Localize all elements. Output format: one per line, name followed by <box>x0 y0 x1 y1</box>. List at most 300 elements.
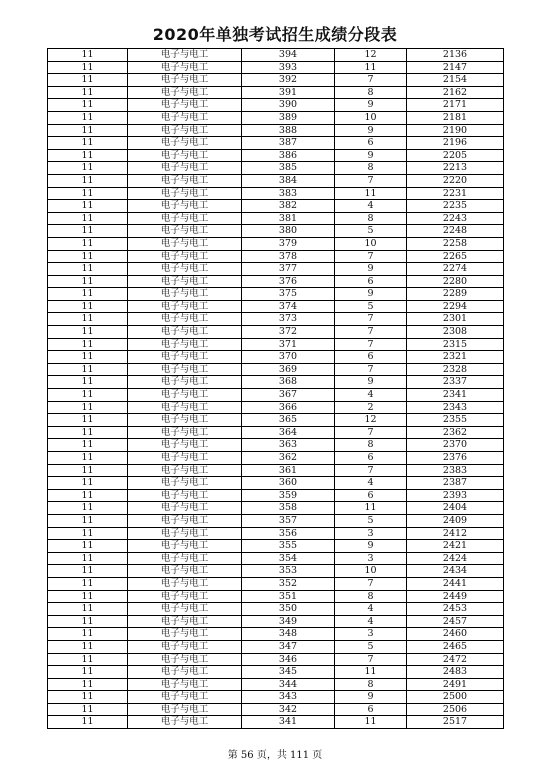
score-cell: 356 <box>242 527 335 540</box>
count-cell: 8 <box>335 212 407 225</box>
score-cell: 354 <box>242 552 335 565</box>
score-cell: 393 <box>242 61 335 74</box>
cumulative-count-cell: 2265 <box>407 250 504 263</box>
table-row <box>48 149 504 162</box>
cumulative-count-cell: 2154 <box>407 74 504 87</box>
score-cell: 361 <box>242 464 335 477</box>
score-cell: 375 <box>242 288 335 301</box>
major-name-cell: 电子与电工 <box>128 338 242 351</box>
major-name-cell: 电子与电工 <box>128 49 242 62</box>
cumulative-count-cell: 2412 <box>407 527 504 540</box>
cumulative-count-cell: 2355 <box>407 414 504 427</box>
count-cell: 10 <box>335 237 407 250</box>
count-cell: 9 <box>335 376 407 389</box>
major-name-cell: 电子与电工 <box>128 691 242 704</box>
table-row <box>48 401 504 414</box>
table-row <box>48 678 504 691</box>
major-name-cell: 电子与电工 <box>128 414 242 427</box>
table-row <box>48 137 504 150</box>
score-cell: 353 <box>242 565 335 578</box>
page-footer: 第 56 页，共 111 页 <box>227 750 323 761</box>
table-row <box>48 351 504 364</box>
category-code-cell: 11 <box>48 187 128 200</box>
count-cell: 6 <box>335 489 407 502</box>
major-name-cell: 电子与电工 <box>128 653 242 666</box>
major-name-cell: 电子与电工 <box>128 162 242 175</box>
table-row <box>48 174 504 187</box>
category-code-cell: 11 <box>48 552 128 565</box>
cumulative-count-cell: 2376 <box>407 452 504 465</box>
count-cell: 6 <box>335 275 407 288</box>
cumulative-count-cell: 2483 <box>407 666 504 679</box>
count-cell: 7 <box>335 653 407 666</box>
cumulative-count-cell: 2343 <box>407 401 504 414</box>
category-code-cell: 11 <box>48 603 128 616</box>
category-code-cell: 11 <box>48 351 128 364</box>
count-cell: 8 <box>335 162 407 175</box>
count-cell: 7 <box>335 338 407 351</box>
score-cell: 350 <box>242 603 335 616</box>
count-cell: 7 <box>335 174 407 187</box>
major-name-cell: 电子与电工 <box>128 212 242 225</box>
table-row <box>48 187 504 200</box>
count-cell: 10 <box>335 111 407 124</box>
cumulative-count-cell: 2341 <box>407 389 504 402</box>
count-cell: 5 <box>335 514 407 527</box>
major-name-cell: 电子与电工 <box>128 615 242 628</box>
cumulative-count-cell: 2315 <box>407 338 504 351</box>
count-cell: 9 <box>335 99 407 112</box>
score-cell: 385 <box>242 162 335 175</box>
cumulative-count-cell: 2362 <box>407 426 504 439</box>
major-name-cell: 电子与电工 <box>128 225 242 238</box>
score-cell: 352 <box>242 577 335 590</box>
table-row <box>48 288 504 301</box>
table-row <box>48 86 504 99</box>
cumulative-count-cell: 2294 <box>407 300 504 313</box>
major-name-cell: 电子与电工 <box>128 640 242 653</box>
category-code-cell: 11 <box>48 691 128 704</box>
category-code-cell: 11 <box>48 263 128 276</box>
major-name-cell: 电子与电工 <box>128 137 242 150</box>
score-cell: 384 <box>242 174 335 187</box>
table-row <box>48 300 504 313</box>
table-row <box>48 464 504 477</box>
category-code-cell: 11 <box>48 313 128 326</box>
table-row <box>48 552 504 565</box>
category-code-cell: 11 <box>48 565 128 578</box>
count-cell: 10 <box>335 565 407 578</box>
score-cell: 377 <box>242 263 335 276</box>
score-cell: 357 <box>242 514 335 527</box>
table-row <box>48 716 504 729</box>
count-cell: 12 <box>335 49 407 62</box>
cumulative-count-cell: 2457 <box>407 615 504 628</box>
table-row <box>48 540 504 553</box>
category-code-cell: 11 <box>48 414 128 427</box>
count-cell: 9 <box>335 540 407 553</box>
major-name-cell: 电子与电工 <box>128 401 242 414</box>
score-cell: 355 <box>242 540 335 553</box>
major-name-cell: 电子与电工 <box>128 288 242 301</box>
major-name-cell: 电子与电工 <box>128 540 242 553</box>
major-name-cell: 电子与电工 <box>128 263 242 276</box>
count-cell: 4 <box>335 200 407 213</box>
cumulative-count-cell: 2328 <box>407 363 504 376</box>
count-cell: 3 <box>335 628 407 641</box>
score-cell: 360 <box>242 477 335 490</box>
cumulative-count-cell: 2220 <box>407 174 504 187</box>
major-name-cell: 电子与电工 <box>128 237 242 250</box>
cumulative-count-cell: 2213 <box>407 162 504 175</box>
count-cell: 7 <box>335 74 407 87</box>
table-row <box>48 452 504 465</box>
table-row <box>48 313 504 326</box>
cumulative-count-cell: 2205 <box>407 149 504 162</box>
category-code-cell: 11 <box>48 628 128 641</box>
category-code-cell: 11 <box>48 111 128 124</box>
score-cell: 348 <box>242 628 335 641</box>
cumulative-count-cell: 2181 <box>407 111 504 124</box>
score-cell: 391 <box>242 86 335 99</box>
table-row <box>48 338 504 351</box>
count-cell: 7 <box>335 326 407 339</box>
score-cell: 368 <box>242 376 335 389</box>
major-name-cell: 电子与电工 <box>128 628 242 641</box>
cumulative-count-cell: 2465 <box>407 640 504 653</box>
major-name-cell: 电子与电工 <box>128 527 242 540</box>
table-row <box>48 49 504 62</box>
table-row <box>48 414 504 427</box>
count-cell: 8 <box>335 86 407 99</box>
category-code-cell: 11 <box>48 452 128 465</box>
major-name-cell: 电子与电工 <box>128 200 242 213</box>
category-code-cell: 11 <box>48 653 128 666</box>
count-cell: 6 <box>335 452 407 465</box>
major-name-cell: 电子与电工 <box>128 577 242 590</box>
category-code-cell: 11 <box>48 577 128 590</box>
cumulative-count-cell: 2434 <box>407 565 504 578</box>
cumulative-count-cell: 2370 <box>407 439 504 452</box>
table-row <box>48 74 504 87</box>
score-cell: 374 <box>242 300 335 313</box>
major-name-cell: 电子与电工 <box>128 703 242 716</box>
cumulative-count-cell: 2460 <box>407 628 504 641</box>
table-row <box>48 162 504 175</box>
category-code-cell: 11 <box>48 615 128 628</box>
table-row <box>48 237 504 250</box>
score-cell: 342 <box>242 703 335 716</box>
count-cell: 12 <box>335 414 407 427</box>
table-row <box>48 61 504 74</box>
table-row <box>48 477 504 490</box>
major-name-cell: 电子与电工 <box>128 452 242 465</box>
score-cell: 382 <box>242 200 335 213</box>
category-code-cell: 11 <box>48 640 128 653</box>
count-cell: 2 <box>335 401 407 414</box>
category-code-cell: 11 <box>48 300 128 313</box>
score-cell: 364 <box>242 426 335 439</box>
cumulative-count-cell: 2301 <box>407 313 504 326</box>
category-code-cell: 11 <box>48 464 128 477</box>
count-cell: 8 <box>335 439 407 452</box>
cumulative-count-cell: 2404 <box>407 502 504 515</box>
cumulative-count-cell: 2453 <box>407 603 504 616</box>
category-code-cell: 11 <box>48 716 128 729</box>
score-cell: 380 <box>242 225 335 238</box>
count-cell: 9 <box>335 149 407 162</box>
table-row <box>48 225 504 238</box>
major-name-cell: 电子与电工 <box>128 376 242 389</box>
score-cell: 372 <box>242 326 335 339</box>
score-cell: 371 <box>242 338 335 351</box>
cumulative-count-cell: 2491 <box>407 678 504 691</box>
score-cell: 381 <box>242 212 335 225</box>
table-row <box>48 565 504 578</box>
category-code-cell: 11 <box>48 237 128 250</box>
cumulative-count-cell: 2235 <box>407 200 504 213</box>
count-cell: 8 <box>335 678 407 691</box>
table-row <box>48 439 504 452</box>
major-name-cell: 电子与电工 <box>128 275 242 288</box>
category-code-cell: 11 <box>48 338 128 351</box>
major-name-cell: 电子与电工 <box>128 477 242 490</box>
major-name-cell: 电子与电工 <box>128 590 242 603</box>
category-code-cell: 11 <box>48 363 128 376</box>
table-row <box>48 275 504 288</box>
score-cell: 388 <box>242 124 335 137</box>
table-row <box>48 389 504 402</box>
score-cell: 394 <box>242 49 335 62</box>
count-cell: 11 <box>335 187 407 200</box>
count-cell: 4 <box>335 615 407 628</box>
cumulative-count-cell: 2274 <box>407 263 504 276</box>
category-code-cell: 11 <box>48 540 128 553</box>
category-code-cell: 11 <box>48 225 128 238</box>
major-name-cell: 电子与电工 <box>128 464 242 477</box>
count-cell: 5 <box>335 640 407 653</box>
major-name-cell: 电子与电工 <box>128 565 242 578</box>
cumulative-count-cell: 2337 <box>407 376 504 389</box>
major-name-cell: 电子与电工 <box>128 174 242 187</box>
score-cell: 345 <box>242 666 335 679</box>
category-code-cell: 11 <box>48 61 128 74</box>
category-code-cell: 11 <box>48 401 128 414</box>
count-cell: 8 <box>335 590 407 603</box>
table-row <box>48 376 504 389</box>
score-cell: 346 <box>242 653 335 666</box>
category-code-cell: 11 <box>48 124 128 137</box>
score-cell: 367 <box>242 389 335 402</box>
count-cell: 4 <box>335 389 407 402</box>
category-code-cell: 11 <box>48 502 128 515</box>
cumulative-count-cell: 2472 <box>407 653 504 666</box>
count-cell: 7 <box>335 363 407 376</box>
score-cell: 386 <box>242 149 335 162</box>
page-title: 2020年单独考试招生成绩分段表 <box>152 25 398 44</box>
major-name-cell: 电子与电工 <box>128 111 242 124</box>
count-cell: 9 <box>335 691 407 704</box>
count-cell: 4 <box>335 477 407 490</box>
cumulative-count-cell: 2196 <box>407 137 504 150</box>
score-cell: 344 <box>242 678 335 691</box>
category-code-cell: 11 <box>48 326 128 339</box>
major-name-cell: 电子与电工 <box>128 678 242 691</box>
cumulative-count-cell: 2308 <box>407 326 504 339</box>
count-cell: 3 <box>335 527 407 540</box>
cumulative-count-cell: 2441 <box>407 577 504 590</box>
count-cell: 11 <box>335 716 407 729</box>
count-cell: 11 <box>335 61 407 74</box>
major-name-cell: 电子与电工 <box>128 124 242 137</box>
category-code-cell: 11 <box>48 389 128 402</box>
count-cell: 5 <box>335 225 407 238</box>
table-row <box>48 628 504 641</box>
table-row <box>48 615 504 628</box>
category-code-cell: 11 <box>48 527 128 540</box>
cumulative-count-cell: 2500 <box>407 691 504 704</box>
count-cell: 6 <box>335 351 407 364</box>
score-cell: 359 <box>242 489 335 502</box>
major-name-cell: 电子与电工 <box>128 99 242 112</box>
score-cell: 366 <box>242 401 335 414</box>
table-row <box>48 590 504 603</box>
major-name-cell: 电子与电工 <box>128 389 242 402</box>
table-row <box>48 426 504 439</box>
table-row <box>48 703 504 716</box>
score-cell: 362 <box>242 452 335 465</box>
cumulative-count-cell: 2387 <box>407 477 504 490</box>
cumulative-count-cell: 2190 <box>407 124 504 137</box>
cumulative-count-cell: 2421 <box>407 540 504 553</box>
table-row <box>48 603 504 616</box>
major-name-cell: 电子与电工 <box>128 666 242 679</box>
table-row <box>48 577 504 590</box>
table-row <box>48 489 504 502</box>
score-cell: 379 <box>242 237 335 250</box>
table-row <box>48 200 504 213</box>
score-distribution-table <box>47 48 504 729</box>
category-code-cell: 11 <box>48 74 128 87</box>
table-row <box>48 250 504 263</box>
major-name-cell: 电子与电工 <box>128 326 242 339</box>
cumulative-count-cell: 2424 <box>407 552 504 565</box>
count-cell: 7 <box>335 313 407 326</box>
category-code-cell: 11 <box>48 149 128 162</box>
score-cell: 341 <box>242 716 335 729</box>
major-name-cell: 电子与电工 <box>128 74 242 87</box>
cumulative-count-cell: 2506 <box>407 703 504 716</box>
category-code-cell: 11 <box>48 137 128 150</box>
table-row <box>48 326 504 339</box>
major-name-cell: 电子与电工 <box>128 439 242 452</box>
score-cell: 378 <box>242 250 335 263</box>
category-code-cell: 11 <box>48 477 128 490</box>
major-name-cell: 电子与电工 <box>128 187 242 200</box>
cumulative-count-cell: 2409 <box>407 514 504 527</box>
cumulative-count-cell: 2449 <box>407 590 504 603</box>
category-code-cell: 11 <box>48 288 128 301</box>
major-name-cell: 电子与电工 <box>128 603 242 616</box>
cumulative-count-cell: 2383 <box>407 464 504 477</box>
major-name-cell: 电子与电工 <box>128 363 242 376</box>
count-cell: 7 <box>335 577 407 590</box>
score-cell: 343 <box>242 691 335 704</box>
count-cell: 7 <box>335 426 407 439</box>
count-cell: 6 <box>335 703 407 716</box>
category-code-cell: 11 <box>48 514 128 527</box>
count-cell: 11 <box>335 666 407 679</box>
count-cell: 6 <box>335 137 407 150</box>
cumulative-count-cell: 2248 <box>407 225 504 238</box>
category-code-cell: 11 <box>48 666 128 679</box>
category-code-cell: 11 <box>48 174 128 187</box>
cumulative-count-cell: 2136 <box>407 49 504 62</box>
major-name-cell: 电子与电工 <box>128 300 242 313</box>
cumulative-count-cell: 2321 <box>407 351 504 364</box>
table-body <box>48 49 504 729</box>
major-name-cell: 电子与电工 <box>128 313 242 326</box>
major-name-cell: 电子与电工 <box>128 86 242 99</box>
major-name-cell: 电子与电工 <box>128 250 242 263</box>
cumulative-count-cell: 2393 <box>407 489 504 502</box>
cumulative-count-cell: 2258 <box>407 237 504 250</box>
table-row <box>48 640 504 653</box>
major-name-cell: 电子与电工 <box>128 716 242 729</box>
category-code-cell: 11 <box>48 590 128 603</box>
count-cell: 5 <box>335 300 407 313</box>
count-cell: 7 <box>335 250 407 263</box>
category-code-cell: 11 <box>48 200 128 213</box>
score-cell: 363 <box>242 439 335 452</box>
major-name-cell: 电子与电工 <box>128 514 242 527</box>
category-code-cell: 11 <box>48 703 128 716</box>
cumulative-count-cell: 2517 <box>407 716 504 729</box>
major-name-cell: 电子与电工 <box>128 552 242 565</box>
count-cell: 7 <box>335 464 407 477</box>
score-cell: 365 <box>242 414 335 427</box>
category-code-cell: 11 <box>48 426 128 439</box>
category-code-cell: 11 <box>48 86 128 99</box>
cumulative-count-cell: 2280 <box>407 275 504 288</box>
score-cell: 369 <box>242 363 335 376</box>
category-code-cell: 11 <box>48 376 128 389</box>
major-name-cell: 电子与电工 <box>128 426 242 439</box>
score-cell: 351 <box>242 590 335 603</box>
category-code-cell: 11 <box>48 212 128 225</box>
count-cell: 9 <box>335 288 407 301</box>
count-cell: 4 <box>335 603 407 616</box>
table-row <box>48 502 504 515</box>
count-cell: 9 <box>335 124 407 137</box>
category-code-cell: 11 <box>48 162 128 175</box>
score-cell: 373 <box>242 313 335 326</box>
score-cell: 387 <box>242 137 335 150</box>
cumulative-count-cell: 2231 <box>407 187 504 200</box>
table-row <box>48 111 504 124</box>
major-name-cell: 电子与电工 <box>128 502 242 515</box>
table-row <box>48 212 504 225</box>
major-name-cell: 电子与电工 <box>128 61 242 74</box>
major-name-cell: 电子与电工 <box>128 351 242 364</box>
category-code-cell: 11 <box>48 49 128 62</box>
cumulative-count-cell: 2171 <box>407 99 504 112</box>
table-row <box>48 263 504 276</box>
score-cell: 358 <box>242 502 335 515</box>
major-name-cell: 电子与电工 <box>128 489 242 502</box>
cumulative-count-cell: 2162 <box>407 86 504 99</box>
category-code-cell: 11 <box>48 439 128 452</box>
